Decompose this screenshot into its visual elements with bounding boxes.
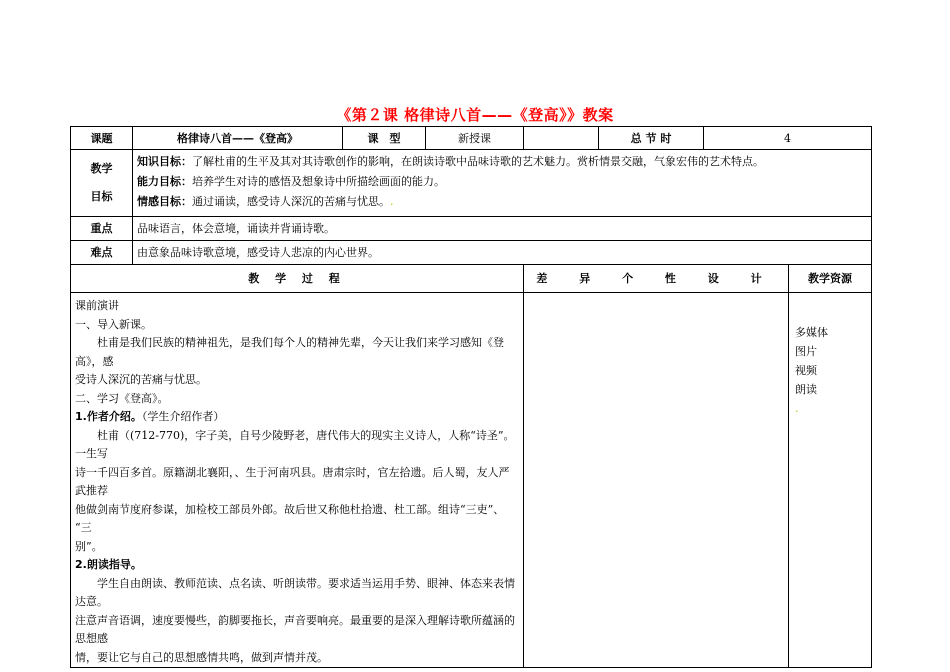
lesson-plan-table bbox=[70, 126, 872, 668]
emotion-objective bbox=[137, 192, 867, 212]
process-line: 课前演讲 bbox=[75, 299, 119, 312]
process-line: 一、导入新课。 bbox=[75, 317, 152, 331]
resource-item: 朗读 bbox=[795, 383, 817, 396]
process-line: 诗一千四百多首。原籍湖北襄阳，、生于河南巩县。唐肃宗时，官左拾遗。后人蜀，友人严武推荐 bbox=[75, 465, 510, 497]
resources-list bbox=[793, 323, 867, 418]
key-points-text: 品味语言，体会意境，诵读并背诵诗歌。 bbox=[133, 217, 872, 241]
ability-text: 培养学生对诗的感悟及想象诗中所描绘画面的能力。 bbox=[192, 175, 445, 188]
process-content bbox=[71, 293, 524, 668]
process-line: 他做剑南节度府参谋，加检校工部员外郎。故后世又称他杜拾遗、杜工部。组诗“三吏”、 “三 bbox=[75, 502, 505, 534]
header-row bbox=[71, 127, 872, 150]
section-author bbox=[75, 408, 519, 427]
process-header: 教 学 过 程 bbox=[71, 265, 524, 293]
knowledge-text: 了解杜甫的生平及其对其诗歌创作的影响，在朗读诗歌中品味诗歌的艺术魅力。赏析情景交融，气象宏伟的艺术特点。 bbox=[192, 155, 764, 168]
process-line: 受诗人深沉的苦痛与忧思。 bbox=[75, 373, 207, 386]
stray-mark: . bbox=[390, 195, 394, 208]
periods-value: 4 bbox=[704, 127, 872, 150]
key-points-row bbox=[71, 217, 872, 241]
document-title: 《第２课 格律诗八首——《登高》》教案 bbox=[336, 106, 614, 124]
type-value: 新授课 bbox=[426, 127, 524, 150]
design-content bbox=[524, 293, 789, 668]
resources-header: 教学资源 bbox=[789, 265, 872, 293]
emotion-label: 情感目标： bbox=[137, 195, 192, 208]
topic-value: 格律诗八首——《登高》 bbox=[133, 127, 343, 150]
objectives-row bbox=[71, 150, 872, 217]
process-line: 杜甫是我们民族的精神祖先，是我们每个人的精神先辈，今天让我们来学习感知《登高》，感 bbox=[75, 336, 504, 368]
process-body-row bbox=[71, 293, 872, 668]
stray-mark: . bbox=[795, 402, 799, 415]
process-line: 情，要让它与自己的思想感情共鸣，做到声情并茂。 bbox=[75, 650, 328, 664]
resource-item: 图片 bbox=[795, 345, 817, 358]
process-header-row bbox=[71, 265, 872, 293]
topic-label: 课题 bbox=[71, 127, 133, 150]
section-reading-label: 2.朗读指导。 bbox=[75, 558, 142, 571]
objectives-content bbox=[133, 150, 872, 217]
knowledge-label: 知识目标： bbox=[137, 155, 192, 168]
emotion-text: 通过诵读，感受诗人深沉的苦痛与忧思。 bbox=[192, 195, 390, 208]
difficulty-label: 难点 bbox=[71, 241, 133, 265]
ability-objective bbox=[137, 172, 867, 192]
empty-cell bbox=[524, 127, 599, 150]
process-line: 杜甫（(712-770)，字子美，自号少陵野老，唐代伟大的现实主义诗人，人称“诗圣”。一生写 bbox=[75, 428, 515, 460]
process-line: 二、学习《登高》。 bbox=[75, 391, 169, 405]
key-points-label: 重点 bbox=[71, 217, 133, 241]
difficulty-text: 由意象品味诗歌意境，感受诗人悲凉的内心世界。 bbox=[133, 241, 872, 265]
knowledge-objective bbox=[137, 152, 867, 172]
periods-label: 总 节 时 bbox=[599, 127, 704, 150]
process-line: 学生自由朗读、教师范读、点名读、听朗读带。要求适当运用手势、眼神、体态来表情达意。 bbox=[75, 576, 515, 608]
resource-item: 视频 bbox=[795, 364, 817, 377]
process-line: 别”。 bbox=[75, 539, 103, 553]
resource-item: 多媒体 bbox=[795, 326, 828, 339]
design-header: 差 异 个 性 设 计 bbox=[524, 265, 789, 293]
objectives-label-line1: 教学 bbox=[90, 162, 113, 175]
difficulty-row bbox=[71, 241, 872, 265]
ability-label: 能力目标： bbox=[137, 175, 192, 188]
section-author-note: （学生介绍作者） bbox=[141, 410, 225, 423]
objectives-label bbox=[71, 150, 133, 217]
objectives-label-line2: 目标 bbox=[90, 190, 113, 203]
process-line: 注意声音语调，速度要慢些，韵脚要拖长，声音要响亮。最重要的是深入理解诗歌所蕴涵的思想感 bbox=[75, 613, 515, 645]
type-label: 课 型 bbox=[343, 127, 426, 150]
resources-content bbox=[789, 293, 872, 668]
section-author-label: 1.作者介绍。 bbox=[75, 410, 142, 423]
